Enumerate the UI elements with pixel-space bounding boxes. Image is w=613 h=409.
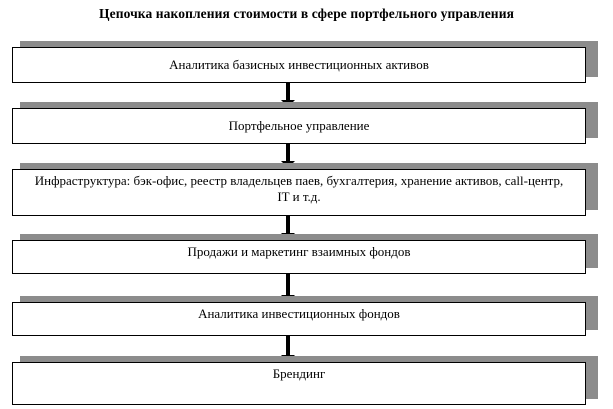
flow-step-6-box: [12, 362, 586, 405]
flow-step-6: [12, 362, 598, 406]
flow-step-2-label: Портфельное управление: [228, 118, 370, 133]
diagram-title: Цепочка накопления стоимости в сфере портфельного управления: [99, 6, 514, 21]
flow-step-4-label: Продажи и маркетинг взаимных фондов: [187, 244, 411, 259]
arrow-5-line: [286, 336, 290, 356]
flow-step-3-label: Инфраструктура: бэк-офис, реестр владельцев паев, бухгалтерия, хранение активов, call-центр, IT и т.д.: [34, 173, 564, 204]
flow-step-5-box: [12, 302, 586, 336]
flow-step-4-box: [12, 240, 586, 274]
flow-step-5-label: Аналитика инвестиционных фондов: [198, 306, 400, 321]
arrow-2-line: [286, 144, 290, 162]
flow-step-2-box: [12, 108, 586, 144]
flow-step-4: [12, 240, 598, 275]
flow-step-1-label: Аналитика базисных инвестиционных активов: [169, 57, 429, 72]
flow-step-1: [12, 47, 598, 84]
flow-step-3: [12, 169, 598, 217]
flow-step-2: [12, 108, 598, 145]
flow-step-3-box: [12, 169, 586, 216]
flow-step-1-box: [12, 47, 586, 83]
arrow-1-line: [286, 83, 290, 101]
arrow-3-line: [286, 216, 290, 234]
flow-step-5: [12, 302, 598, 337]
arrow-4-line: [286, 274, 290, 296]
flow-step-6-label: Брендинг: [272, 366, 326, 381]
